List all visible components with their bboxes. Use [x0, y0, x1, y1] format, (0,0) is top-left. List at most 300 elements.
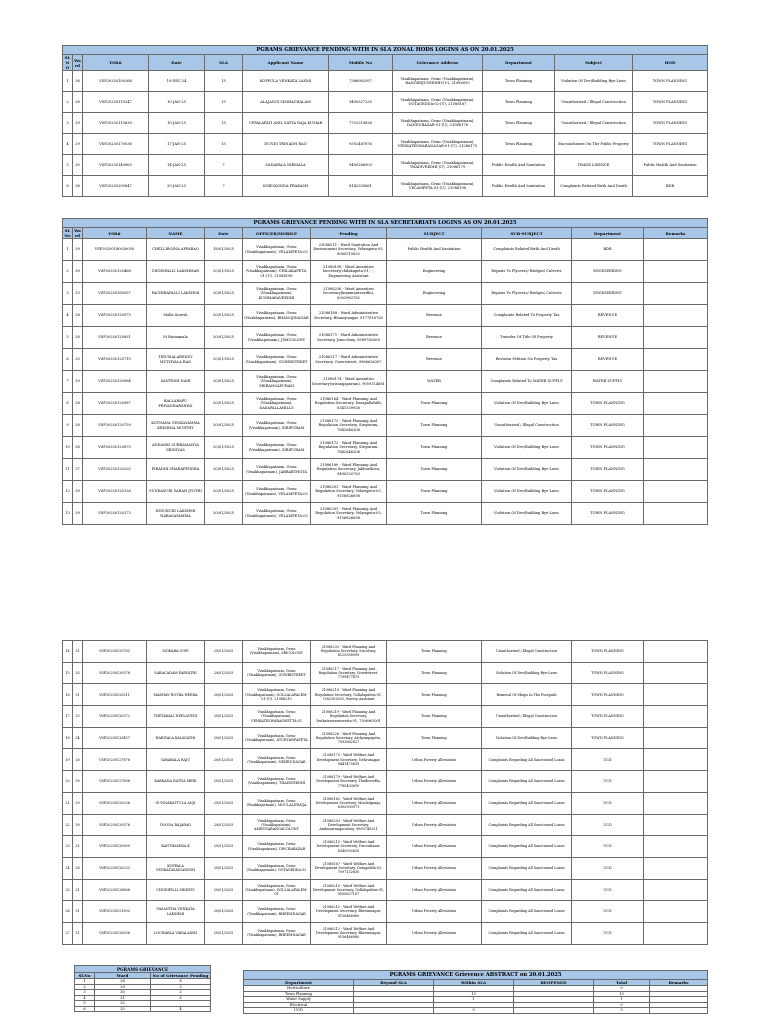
column-header: SLA: [205, 55, 243, 71]
table-cell: PIRADHI SHARAPENDRA: [147, 459, 205, 481]
table-cell: Town Planning: [244, 991, 354, 997]
table-cell: 20/01/2025: [205, 836, 243, 858]
table-cell: 13: [63, 503, 73, 525]
table-cell: TRADE LISENCE: [555, 155, 633, 176]
table-row: [244, 1008, 708, 1014]
table-cell: 20/01/2025: [205, 459, 243, 481]
table-cell: 8: [63, 393, 73, 415]
table-cell: VSP20250121902: [83, 901, 147, 923]
table-cell: TOWN PLANNING: [633, 71, 708, 92]
table-cell: 21086226 - Ward Planning And Regulation Secretary, Atchyanpapeta, 7093862427: [311, 727, 387, 749]
column-header: Within SLA: [434, 980, 514, 986]
table-cell: VSP20250110247: [83, 92, 149, 113]
table-cell: 20-JAN-25: [149, 176, 205, 197]
table-cell: 6: [63, 176, 73, 197]
table-cell: Transfer Of Title Of Property: [482, 327, 572, 349]
table-cell: [644, 305, 708, 327]
table-cell: 20/01/2025: [205, 641, 243, 663]
table-cell: Visakhapatnam, Gvmc (Visakhapatnam), GOLLALAPALEM-01-(U), 21086210: [243, 684, 311, 706]
table-cell: VSP20250120126: [83, 481, 147, 503]
table-cell: 3: [75, 990, 95, 996]
table-cell: 18/01/2025: [205, 239, 243, 261]
table-cell: 6: [63, 349, 73, 371]
table-cell: Unauthorised / Illegal Construction: [555, 113, 633, 134]
table-cell: YARABALA RAJU: [147, 749, 205, 771]
table-cell: 20/01/2025: [205, 415, 243, 437]
table-cell: 33: [73, 662, 83, 684]
table-cell: 19: [63, 749, 73, 771]
table-cell: 14: [63, 641, 73, 663]
table-cell: Malla Suresh: [147, 305, 205, 327]
table-cell: 31: [73, 641, 83, 663]
table-cell: Complaints Regarding All Sanctioned Loans: [482, 857, 572, 879]
table-row: [63, 134, 708, 155]
table-cell: 20/01/2025: [205, 261, 243, 283]
table-cell: 28: [73, 857, 83, 879]
table-cell: LOCHABLA VARALAXMI: [147, 922, 205, 944]
table-cell: 29: [73, 113, 83, 134]
table-cell: VSP20250120759: [83, 415, 147, 437]
table-title: PGRAMS GRIEVANCE PENDING WITH IN SLA SECRETARIATS LOGINS AS ON 20.01.2025: [63, 219, 708, 228]
table-cell: VSP20250120273: [83, 503, 147, 525]
table-cell: VSP20250120233: [83, 857, 147, 879]
table-cell: 0: [594, 986, 650, 992]
table-cell: 14-JAN-25: [149, 155, 205, 176]
column-header: Applicant Name: [243, 55, 329, 71]
table-cell: VSP20250120372: [83, 706, 147, 728]
table-cell: [644, 792, 708, 814]
table-cell: 8: [151, 979, 211, 985]
table-cell: WATER: [387, 371, 482, 393]
table-cell: Visakhapatnam, Gvmc (Visakhapatnam), BHANOJINAGAR: [243, 305, 311, 327]
table-cell: Visakhapatnam, Gvmc (Visakhapatnam), VELAMPETA-03: [243, 503, 311, 525]
table-cell: 6: [75, 1006, 95, 1012]
table-cell: 20/01/2025: [205, 283, 243, 305]
column-header: No of Grievance Pending: [151, 973, 211, 979]
table-row: [63, 327, 708, 349]
table-cell: TOWN PLANNING: [572, 503, 644, 525]
table-row: [63, 792, 708, 814]
table-cell: Visakhapatnam, Gvmc (Visakhapatnam), VENKATESWARASWETTA-01: [243, 706, 311, 728]
table-cell: TOWN PLANNING: [572, 641, 644, 663]
table-cell: Visakhapatnam, Gvmc (Visakhapatnam), ATCHYANPAPETA: [243, 727, 311, 749]
table-cell: 15: [205, 71, 243, 92]
table-row: [63, 879, 708, 901]
table-cell: [644, 814, 708, 836]
table-cell: Urban Poverty Alleviation: [387, 792, 482, 814]
table-cell: 31: [73, 684, 83, 706]
table-cell: 15: [205, 134, 243, 155]
table-cell: 1: [75, 979, 95, 985]
table-cell: TOWN PLANNING: [572, 459, 644, 481]
table-cell: 7: [205, 155, 243, 176]
table-cell: [644, 261, 708, 283]
table-cell: 21086212 - Ward Welfare And Development Secretary, Bheemnagar, 9156466960: [311, 922, 387, 944]
table-cell: Engineering: [387, 261, 482, 283]
table-cell: 20/01/2025: [205, 771, 243, 793]
table-row: [63, 415, 708, 437]
table-cell: TOWN PLANNING: [572, 437, 644, 459]
column-header: Ward: [73, 55, 83, 71]
table-cell: 21086198 - Ward Amenities Secretary(chilakapeta-01, - , Engineering Assistant: [311, 261, 387, 283]
table-row: [63, 684, 708, 706]
table-cell: 20/01/2025: [205, 706, 243, 728]
table-cell: Visakhapatnam, Gvmc (Visakhapatnam), NEHRUNAGAR: [243, 749, 311, 771]
table-cell: Violation Of Dev/Building Bye-Laws: [482, 662, 572, 684]
table-title: PGRAMS GRIEVANCE Grievence ABSTRACT on 20.01.2025: [244, 971, 708, 980]
table-cell: TOWN PLANNING: [572, 393, 644, 415]
table-cell: 9392487876: [329, 134, 393, 155]
table-row: [63, 481, 708, 503]
table-cell: 10-DEC-24: [149, 71, 205, 92]
table-cell: MADHAV ROYRA HEERA: [147, 684, 205, 706]
table-cell: Town Planning: [387, 727, 482, 749]
table-cell: CHODIPALLI LAKSHMAN: [147, 261, 205, 283]
table-cell: Visakhapatnam, Gvmc (Visakhapatnam), JABBARTHOTA: [243, 459, 311, 481]
table-cell: VSP20250120762: [83, 641, 147, 663]
column-header: REOPENED: [514, 980, 594, 986]
table-cell: [644, 641, 708, 663]
table-cell: 5: [63, 327, 73, 349]
table-cell: 7: [205, 176, 243, 197]
table-cell: 1: [434, 997, 514, 1003]
table-row: [63, 155, 708, 176]
table-cell: 28: [73, 749, 83, 771]
table-cell: KANTHAMMA K: [147, 836, 205, 858]
table-cell: 28: [95, 979, 151, 985]
table-cell: 31: [73, 922, 83, 944]
table-cell: Violation Of Dev/Building Bye-Laws: [482, 459, 572, 481]
table-cell: [644, 901, 708, 923]
table-cell: [644, 771, 708, 793]
table-cell: 39: [73, 481, 83, 503]
column-header: Grievance Address: [393, 55, 483, 71]
table-row: [63, 814, 708, 836]
table-cell: BDR: [572, 239, 644, 261]
table-cell: Violation Of Dev/Building Bye-Laws: [482, 437, 572, 459]
table-cell: Town Planning: [483, 134, 555, 155]
table-cell: Water Supply: [244, 997, 354, 1003]
table-cell: UPPALAPATI ANIL SATYA RAJA KUMAR: [243, 113, 329, 134]
table-cell: M Ratnamala: [147, 327, 205, 349]
column-header: Department: [483, 55, 555, 71]
table-cell: INDUKURI LAKSHMI NARASAYAMMA: [147, 503, 205, 525]
table-cell: 15: [205, 92, 243, 113]
table-cell: UCD: [572, 814, 644, 836]
table-cell: 31: [95, 995, 151, 1001]
table-row: [63, 71, 708, 92]
table-cell: Engineering: [387, 283, 482, 305]
table-cell: Visakhapatnam, Gvmc (Visakhapatnam), GOWRISTREET: [243, 662, 311, 684]
table-cell: 29: [73, 134, 83, 155]
table-row: [63, 176, 708, 197]
table-cell: Complaints Related Birth And Death: [555, 176, 633, 197]
table-cell: 10-JAN-25: [149, 92, 205, 113]
table-cell: SARACADAM PARVATHI: [147, 662, 205, 684]
table-row: [63, 749, 708, 771]
table-cell: Urban Poverty Alleviation: [387, 814, 482, 836]
table-cell: 30: [73, 155, 83, 176]
column-header: Date: [149, 55, 205, 71]
table-row: [63, 261, 708, 283]
table-cell: Visakhapatnam, Gvmc (Visakhapatnam), JSMCOLONY: [243, 327, 311, 349]
table-cell: UCD: [572, 792, 644, 814]
table-cell: 39: [73, 503, 83, 525]
table-cell: Revenue: [387, 305, 482, 327]
column-header: NAME: [147, 228, 205, 239]
table-cell: REVENUE: [572, 327, 644, 349]
table-cell: Town Planning: [387, 641, 482, 663]
table-cell: ALAJANGI SIMHACHALAM: [243, 92, 329, 113]
table-cell: ENGINEERING: [572, 283, 644, 305]
table-cell: 9490286903: [329, 155, 393, 176]
table-cell: Visakhapatnam, Gvmc (Visakhapatnam), DASAPALLAHILLS: [243, 393, 311, 415]
table-cell: TOWN PLANNING: [572, 727, 644, 749]
table-cell: TIRUMALAREDDY MUTHYALA RAO: [147, 349, 205, 371]
table-cell: VSP20250120975: [83, 305, 147, 327]
table-cell: [644, 857, 708, 879]
table-cell: TOWN PLANNING: [572, 706, 644, 728]
table-cell: [644, 239, 708, 261]
table-cell: VSP20250120578: [83, 662, 147, 684]
table-cell: Unauthorised / Illegal Construction: [482, 641, 572, 663]
table-cell: VSP20250140963: [83, 155, 149, 176]
table-cell: 10: [63, 437, 73, 459]
table-cell: 0: [594, 1002, 650, 1008]
table-cell: 20/01/2025: [205, 393, 243, 415]
table-cell: [644, 922, 708, 944]
table-row: [63, 922, 708, 944]
table-cell: Horticulture: [244, 986, 354, 992]
table-cell: VSP20250126868: [83, 879, 147, 901]
table-cell: Unauthorised / Illegal Construction: [555, 92, 633, 113]
table-cell: [644, 283, 708, 305]
table-cell: 17: [63, 706, 73, 728]
table-cell: KORUKONDA PRAKASH: [243, 176, 329, 197]
table-cell: 20/01/2025: [205, 792, 243, 814]
table-cell: Town Planning: [387, 437, 482, 459]
table-cell: [644, 459, 708, 481]
table-cell: 21086172 - Ward Planning And Regulation Secretary, Siripuram, 7842646206: [311, 415, 387, 437]
table-cell: 21086219 - Ward Planning And Regulation Secretary, Venkateswaraswetta-01, 7396963001: [311, 706, 387, 728]
table-cell: Complaints Regarding All Sanctioned Loans: [482, 749, 572, 771]
table-cell: UCD: [244, 1008, 354, 1014]
table-cell: 20/01/2025: [205, 857, 243, 879]
column-header: Pending: [311, 228, 387, 239]
zonal-hods-table: [62, 45, 708, 197]
table-cell: 15: [63, 662, 73, 684]
table-cell: 21086173 - Ward Welfare And Development Secretary, Nehrunagar, 9441475839: [311, 749, 387, 771]
table-cell: 21086201 - Ward Planning And Regulation Secretary, Velampeta-03, 9156826698: [311, 503, 387, 525]
table-cell: 4: [63, 134, 73, 155]
table-cell: 15: [594, 991, 650, 997]
column-header: YSR#: [83, 55, 149, 71]
table-row: [63, 283, 708, 305]
column-header: Ward: [74, 228, 81, 238]
table-row: [63, 113, 708, 134]
table-cell: Public Health And Sanitation: [483, 176, 555, 197]
table-cell: Electrical: [244, 1002, 354, 1008]
table-cell: SANAPALA NIRMALA: [243, 155, 329, 176]
table-cell: 30: [95, 990, 151, 996]
table-cell: [644, 706, 708, 728]
table-cell: Visakhapatnam, Gvmc (Visakhapatnam), SRIRANGAPURAM: [243, 371, 311, 393]
table-cell: KARKANA RATNA MERI: [147, 771, 205, 793]
table-cell: Violation Of Dev/Building Bye-Laws: [482, 503, 572, 525]
table-cell: TOWN PLANNING: [633, 134, 708, 155]
table-cell: [354, 1008, 434, 1014]
table-cell: [644, 371, 708, 393]
table-row: [63, 641, 708, 663]
table-cell: 20/01/2025: [205, 662, 243, 684]
table-cell: BDR: [633, 176, 708, 197]
table-cell: [644, 684, 708, 706]
table-cell: 28: [73, 415, 83, 437]
table-cell: Urban Poverty Alleviation: [387, 922, 482, 944]
table-cell: 36: [73, 71, 83, 92]
table-row: [63, 706, 708, 728]
table-row: [63, 371, 708, 393]
table-cell: 32: [95, 1001, 151, 1007]
table-row: [63, 771, 708, 793]
table-cell: TOWN PLANNING: [633, 113, 708, 134]
table-cell: 20/01/2025: [205, 437, 243, 459]
table-row: [63, 857, 708, 879]
ward-summary-table: [74, 965, 211, 1012]
table-cell: 1: [594, 997, 650, 1003]
table-cell: 7702319626: [329, 113, 393, 134]
table-cell: 33: [95, 1006, 151, 1012]
table-cell: VSP20250120710: [83, 349, 147, 371]
table-cell: 21086213 - Ward Welfare And Development Secretary, Dwcrabazar, 8340992635: [311, 836, 387, 858]
table-cell: 25: [63, 879, 73, 901]
table-cell: Complaints Regarding All Sanctioned Loans: [482, 814, 572, 836]
column-header: Subject: [555, 55, 633, 71]
table-cell: TOWN PLANNING: [572, 684, 644, 706]
table-cell: VSP20250120457: [83, 727, 147, 749]
table-cell: Revenue: [387, 327, 482, 349]
table-cell: Visakhapatnam, Gvmc (Visakhapatnam), RANGIRIJUVEEDHI-(U), 21086093: [393, 71, 483, 92]
table-cell: UCD: [572, 901, 644, 923]
table-cell: UCD: [572, 771, 644, 793]
table-cell: 9490527333: [329, 92, 393, 113]
table-cell: Urban Poverty Alleviation: [387, 836, 482, 858]
table-cell: 33: [73, 283, 83, 305]
table-cell: Unauthorised / Illegal Construction: [482, 415, 572, 437]
table-cell: Town Planning: [387, 662, 482, 684]
column-header: Mobile No: [329, 55, 393, 71]
table-cell: Visakhapatnam, Gvmc (Visakhapatnam), KUMMARAVEEDHI: [243, 283, 311, 305]
table-cell: VSP20250185057: [83, 283, 147, 305]
table-cell: 28: [73, 393, 83, 415]
table-cell: TOWN PLANNING: [572, 662, 644, 684]
table-cell: Visakhapatnam, Gvmc (Visakhapatnam), BHEEMNAGAR: [243, 922, 311, 944]
table-cell: 5: [75, 1001, 95, 1007]
table-cell: [644, 437, 708, 459]
table-cell: 3: [63, 113, 73, 134]
table-cell: 1: [63, 71, 73, 92]
table-cell: 6: [151, 995, 211, 1001]
table-cell: Violation Of Dev/Building Bye-Laws: [482, 393, 572, 415]
column-header: SUB-SUBJECT: [482, 228, 572, 239]
column-header: Department: [244, 980, 354, 986]
table-cell: 1: [63, 239, 73, 261]
table-cell: Urban Poverty Alleviation: [387, 879, 482, 901]
table-cell: 21086164 - Ward Planning And Regulation Secretary, Dasapallahills, 8341339926: [311, 393, 387, 415]
table-cell: Town Planning: [387, 503, 482, 525]
table-cell: 34: [73, 727, 83, 749]
table-cell: CHODIPILLI SRIDEVI: [147, 879, 205, 901]
table-cell: VSP20250120376: [83, 814, 147, 836]
table-cell: 31: [73, 901, 83, 923]
table-cell: Revision Petition On Property Tax: [482, 349, 572, 371]
table-cell: 4: [151, 1006, 211, 1012]
table-cell: VSP20250120964: [83, 371, 147, 393]
table-cell: VSP20250127808: [83, 771, 147, 793]
table-cell: 20/01/2025: [205, 901, 243, 923]
table-cell: Visakhapatnam, Gvmc (Visakhapatnam), CHILAKAPETA-01-(U), 21086198: [243, 261, 311, 283]
table-cell: Urban Poverty Alleviation: [387, 857, 482, 879]
table-cell: 12: [63, 481, 73, 503]
table-cell: REVENUE: [572, 305, 644, 327]
table-cell: 21086203 - Ward Welfare And Development Secretary, Ambusarangacolony, 9693749251: [311, 814, 387, 836]
column-header: Remarks: [650, 980, 708, 986]
table-cell: Urban Poverty Alleviation: [387, 771, 482, 793]
table-cell: VSP20250120870: [83, 437, 147, 459]
table-cell: 22: [63, 814, 73, 836]
table-cell: KOPPALA VENKATASAIGANESH: [147, 857, 205, 879]
table-cell: [644, 415, 708, 437]
table-cell: 39: [73, 261, 83, 283]
table-cell: Town Planning: [483, 92, 555, 113]
table-cell: 11: [63, 459, 73, 481]
table-cell: 20/01/2025: [205, 749, 243, 771]
table-cell: 21086210 - Ward Welfare And Development Secretary, Gollalapalem-01, 9550627167: [311, 879, 387, 901]
table-cell: 3: [151, 984, 211, 990]
table-cell: 26: [63, 901, 73, 923]
table-cell: 15: [205, 113, 243, 134]
table-cell: 21086167 - Ward Welfare And Development Secretary, Ootagedda-02, 7097132830: [311, 857, 387, 879]
table-cell: Town Planning: [387, 481, 482, 503]
table-cell: Violation Of Dev/Building Bye-Laws: [482, 481, 572, 503]
table-row: [63, 92, 708, 113]
column-header: SL NO: [63, 55, 73, 71]
table-cell: 33: [73, 349, 83, 371]
column-header: OFFICER/MOBILE: [243, 228, 311, 239]
table-cell: UCD: [572, 879, 644, 901]
table-cell: 2: [63, 92, 73, 113]
table-cell: 10-JAN-25: [149, 113, 205, 134]
table-cell: 9: [63, 415, 73, 437]
table-row: [63, 305, 708, 327]
table-cell: Complaints Regarding All Sanctioned Loans: [482, 792, 572, 814]
table-cell: Public Health And Sanitation: [633, 155, 708, 176]
table-cell: VSP20250200847: [83, 176, 149, 197]
table-cell: BALLARAPU PRIYADHARSHINI: [147, 393, 205, 415]
table-cell: [644, 879, 708, 901]
table-cell: TOWN PLANNING: [572, 481, 644, 503]
table-cell: KOPPULA VENKATA LAXMI: [243, 71, 329, 92]
table-cell: 27: [63, 922, 73, 944]
table-cell: Town Planning: [483, 113, 555, 134]
table-cell: 20/01/2025: [205, 349, 243, 371]
table-title: PGRAMS GRIEVANCE: [75, 966, 211, 973]
table-cell: THETAKALI NEELAVENI: [147, 706, 205, 728]
table-cell: [644, 727, 708, 749]
table-cell: 21086182 - Ward Welfare And Development Secretary, Moulalipanja, 6302930971: [311, 792, 387, 814]
table-cell: 21086168 - Ward Administrative Secretary, Bhanojinagar, 9177816765: [311, 305, 387, 327]
table-cell: 20/01/2025: [205, 503, 243, 525]
